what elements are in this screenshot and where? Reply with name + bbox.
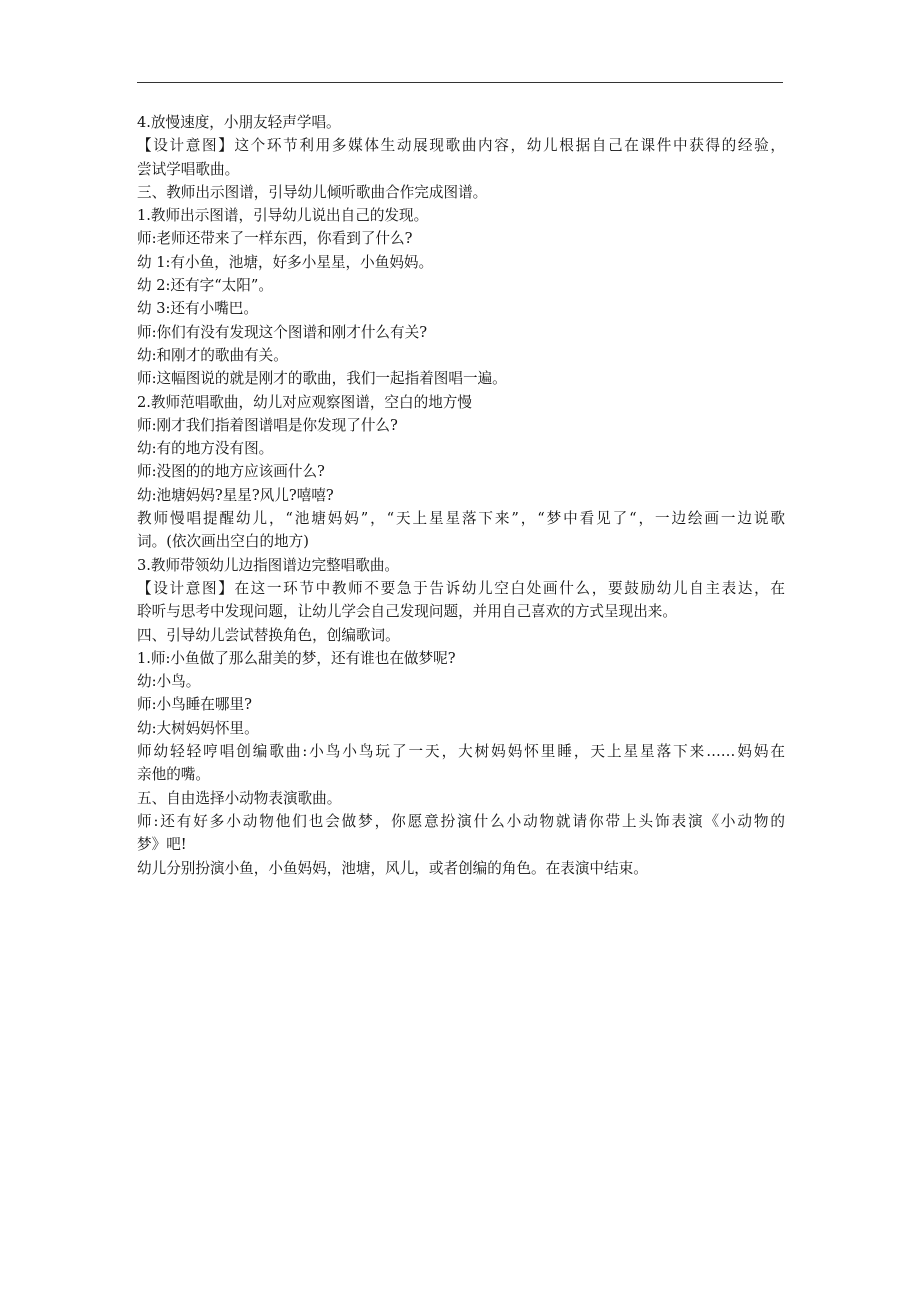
- text-line: 四、引导幼儿尝试替换角色，创编歌词。: [137, 626, 400, 644]
- text-line: 3.教师带领幼儿边指图谱边完整唱歌曲。: [137, 556, 400, 574]
- text-line: 师:刚才我们指着图谱唱是你发现了什么?: [137, 416, 398, 434]
- text-line: 师:没图的的地方应该画什么?: [137, 463, 325, 481]
- text-line: 三、教师出示图谱，引导幼儿倾听歌曲合作完成图谱。: [137, 183, 488, 201]
- text-line: 【设计意图】在这一环节中教师不要急于告诉幼儿空白处画什么，要鼓励幼儿自主表达，在: [137, 579, 785, 597]
- text-line: 幼:池塘妈妈?星星?风儿?嘻嘻?: [137, 486, 334, 504]
- text-line: 梦》吧!: [137, 836, 187, 854]
- text-line: 教师慢唱提醒幼儿，“池塘妈妈”，“天上星星落下来”，“梦中看见了“，一边绘画一边说歌: [137, 510, 785, 528]
- text-line: 师:还有好多小动物他们也会做梦，你愿意扮演什么小动物就请你带上头饰表演《小动物的: [137, 812, 785, 830]
- text-line: 聆听与思考中发现问题，让幼儿学会自己发现问题，并用自己喜欢的方式呈现出来。: [137, 603, 677, 621]
- text-line: 五、自由选择小动物表演歌曲。: [137, 789, 342, 807]
- text-line: 1.教师出示图谱，引导幼儿说出自己的发现。: [137, 207, 429, 225]
- text-line: 1.师:小鱼做了那么甜美的梦，还有谁也在做梦呢?: [137, 649, 456, 667]
- text-line: 【设计意图】这个环节利用多媒体生动展现歌曲内容，幼儿根据自己在课件中获得的经验，: [137, 137, 785, 155]
- text-line: 幼:有的地方没有图。: [137, 440, 274, 458]
- document-body: [137, 111, 785, 880]
- text-line: 幼:大树妈妈怀里。: [137, 719, 259, 737]
- text-line: 亲他的嘴。: [137, 766, 210, 784]
- text-line: 师:老师还带来了一样东西，你看到了什么?: [137, 230, 413, 248]
- text-line: 师:你们有没有发现这个图谱和刚才什么有关?: [137, 323, 428, 341]
- text-line: 幼 1:有小鱼，池塘，好多小星星，小鱼妈妈。: [137, 253, 434, 271]
- text-line: 幼 3:还有小嘴巴。: [137, 300, 258, 318]
- text-line: 词。(依次画出空白的地方): [137, 533, 309, 551]
- text-line: 幼:和刚才的歌曲有关。: [137, 346, 288, 364]
- text-line: 2.教师范唱歌曲，幼儿对应观察图谱，空白的地方慢: [137, 393, 472, 411]
- text-line: 师:这幅图说的就是刚才的歌曲，我们一起指着图唱一遍。: [137, 370, 507, 388]
- text-line: 4.放慢速度，小朋友轻声学唱。: [137, 114, 341, 131]
- text-line: 师幼轻轻哼唱创编歌曲:小鸟小鸟玩了一天，大树妈妈怀里睡，天上星星落下来……妈妈在: [137, 743, 785, 761]
- header-rule: [137, 82, 783, 83]
- text-line: 尝试学唱歌曲。: [137, 160, 240, 178]
- text-line: 幼:小鸟。: [137, 673, 201, 691]
- text-line: 师:小鸟睡在哪里?: [137, 696, 252, 714]
- text-line: 幼儿分别扮演小鱼，小鱼妈妈，池塘，风儿，或者创编的角色。在表演中结束。: [137, 859, 648, 877]
- text-line: 幼 2:还有字“太阳”。: [137, 277, 273, 295]
